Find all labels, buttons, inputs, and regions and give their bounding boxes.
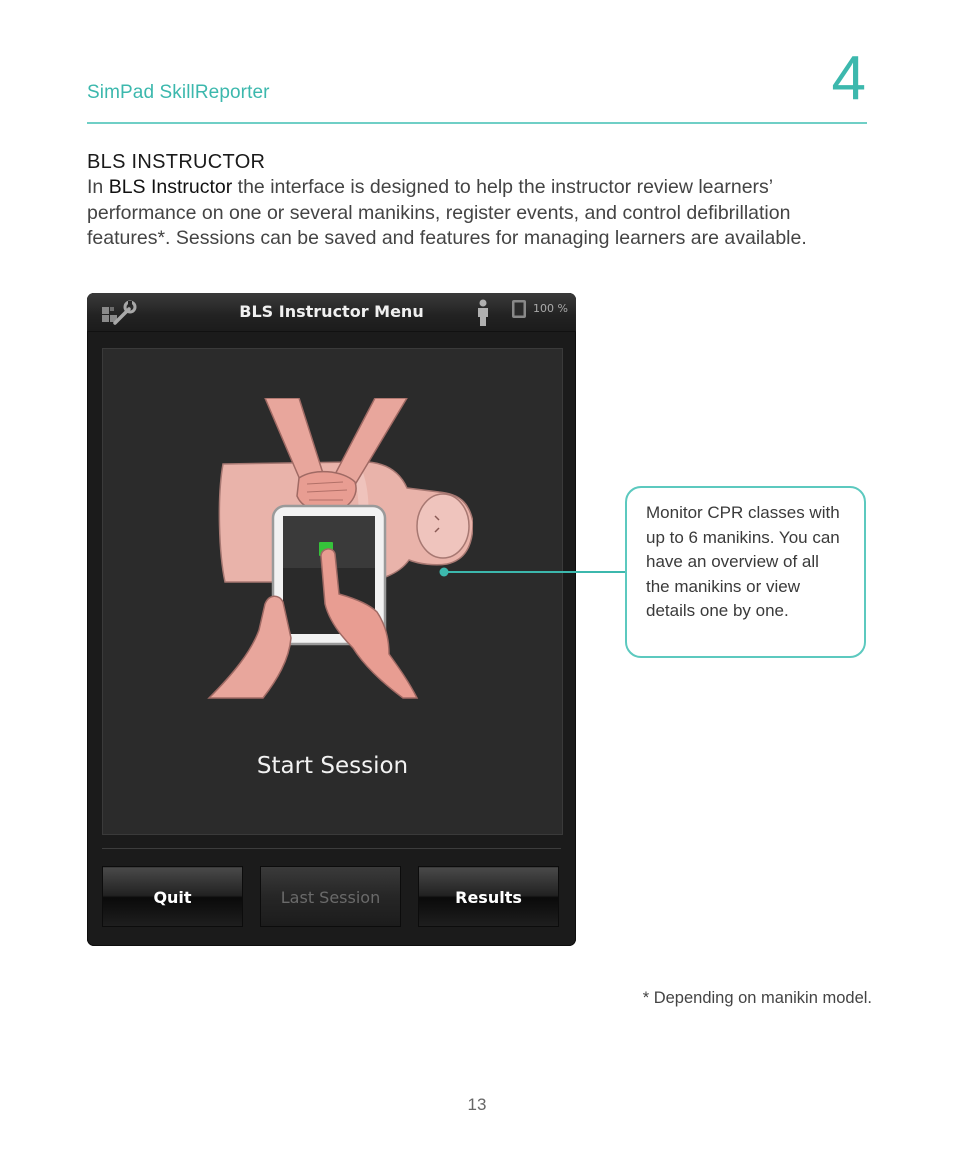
start-session-label[interactable]: Start Session — [256, 753, 409, 779]
cpr-tablet-illustration — [203, 398, 473, 708]
device-screenshot — [87, 293, 576, 946]
intro-paragraph — [87, 175, 847, 252]
callout-box: Monitor CPR classes with up to 6 manikins. You can have an overview of all the manikins or view details one by one. — [625, 486, 866, 658]
callout-connector — [438, 565, 628, 579]
battery-level: 100 % — [533, 302, 568, 315]
button-divider — [102, 848, 561, 849]
intro-body: the interface is designed to help the instructor review learners’ performance on one or several manikins, register events, and control defibrillation features*. Sessions can be saved and features for managing learners are available. — [87, 176, 807, 249]
intro-prefix: In — [87, 176, 109, 198]
chapter-number: 4 — [831, 44, 866, 113]
footnote: * Depending on manikin model. — [642, 989, 872, 1007]
intro-emphasis: BLS Instructor — [108, 176, 233, 198]
page-number: 13 — [467, 1095, 487, 1114]
quit-button[interactable]: Quit — [102, 866, 243, 927]
person-icon[interactable] — [476, 299, 490, 327]
document-header-title: SimPad SkillReporter — [87, 82, 270, 103]
header-divider — [87, 122, 867, 124]
results-button[interactable]: Results — [418, 866, 559, 927]
tablet-status-icon — [511, 299, 527, 319]
app-top-bar — [87, 293, 576, 332]
start-session-panel[interactable] — [102, 348, 563, 835]
last-session-button[interactable]: Last Session — [260, 866, 401, 927]
section-heading: BLS INSTRUCTOR — [87, 151, 266, 173]
menu-title: BLS Instructor Menu — [239, 302, 424, 321]
